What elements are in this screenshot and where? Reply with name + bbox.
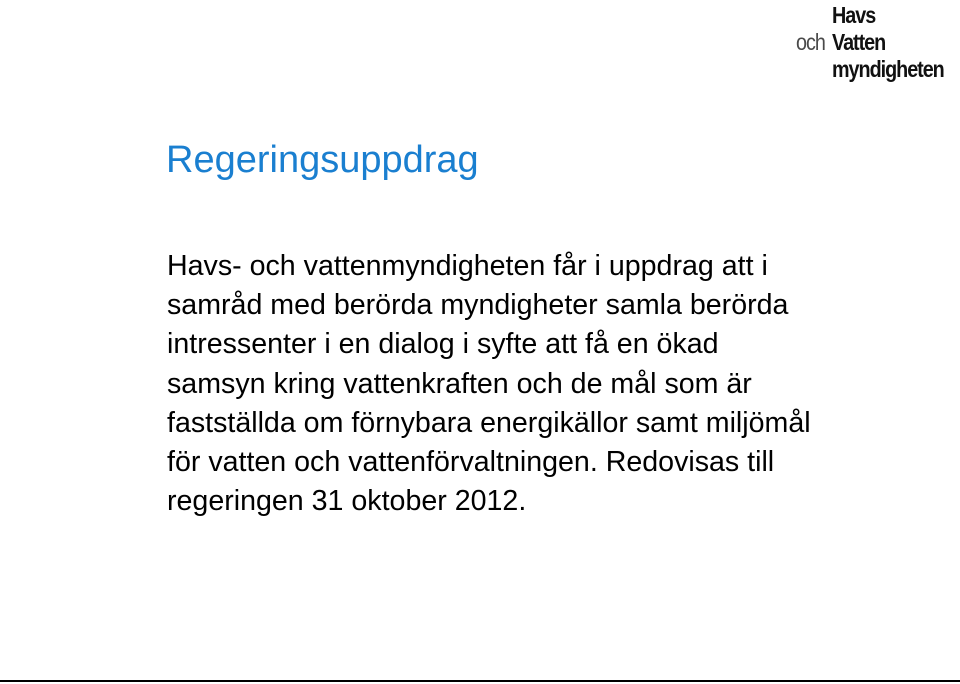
body-line: fastställda om förnybara energikällor samt miljömål <box>167 406 811 439</box>
body-line: samsyn kring vattenkraften och de mål som är <box>167 367 752 400</box>
slide-body-text <box>167 247 957 521</box>
logo-line-havs: Havs <box>832 2 876 28</box>
slide-title: Regeringsuppdrag <box>166 139 479 181</box>
logo-word-och: och <box>796 29 825 55</box>
logo-line-vatten: Vatten <box>832 29 886 55</box>
body-line: för vatten och vattenförvaltningen. Redovisas till <box>167 446 775 479</box>
logo-line-myndigheten: myndigheten <box>832 56 944 82</box>
havs-och-vattenmyndigheten-logo <box>796 2 956 86</box>
body-line: Havs- och vattenmyndigheten får i uppdrag att i <box>167 250 768 282</box>
body-line: samråd med berörda myndigheter samla berörda <box>167 289 789 322</box>
body-line: regeringen 31 oktober 2012. <box>167 485 527 518</box>
body-line: intressenter i en dialog i syfte att få en ökad <box>167 328 719 361</box>
bottom-divider <box>0 680 960 682</box>
